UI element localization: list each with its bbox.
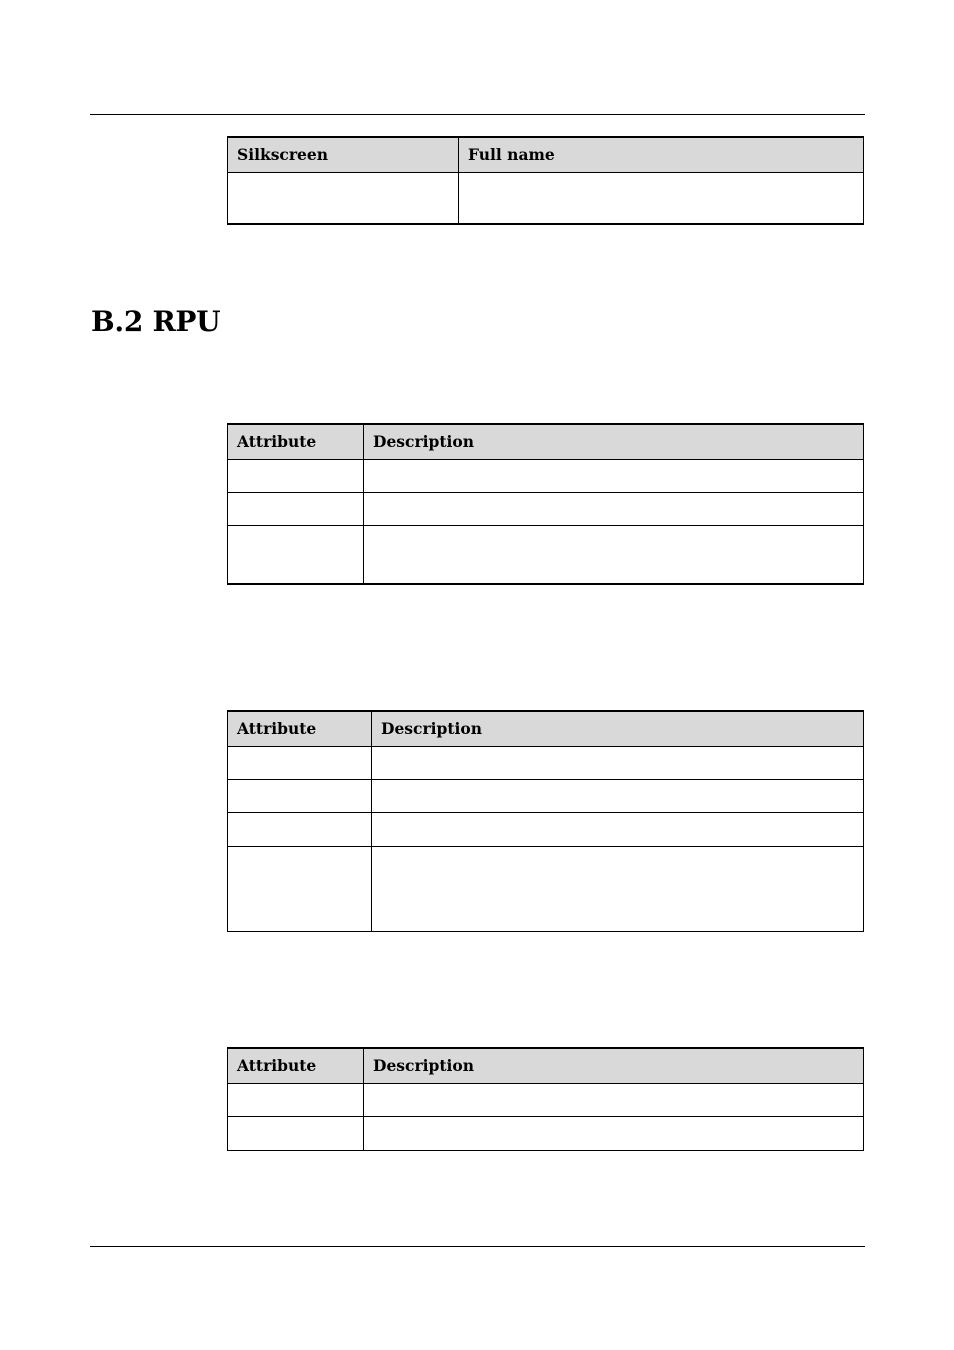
- table-cell: [372, 779, 864, 812]
- table-cell: [364, 1116, 864, 1150]
- table-row: [228, 1083, 864, 1116]
- table-header-row: [228, 1048, 864, 1083]
- table-row: [228, 779, 864, 812]
- column-header-attribute: Attribute: [228, 711, 372, 746]
- table-cell: [228, 459, 364, 492]
- table-cell: [372, 812, 864, 846]
- table-cell: [228, 525, 364, 584]
- table-cell: [364, 459, 864, 492]
- table-row: [228, 812, 864, 846]
- table-cell: [364, 525, 864, 584]
- table-cell: [228, 746, 372, 779]
- footer-rule: [90, 1246, 865, 1247]
- table-row: [228, 492, 864, 525]
- table-cell: [228, 846, 372, 931]
- table-cell: [364, 1083, 864, 1116]
- silkscreen-table: [227, 136, 864, 225]
- table-cell: [228, 1083, 364, 1116]
- table-header-row: [228, 424, 864, 459]
- attribute-table-1: [227, 423, 864, 585]
- table-cell: [364, 492, 864, 525]
- column-header-description: Description: [372, 711, 864, 746]
- table-cell: [372, 846, 864, 931]
- attribute-table-2: [227, 710, 864, 932]
- table-cell: [459, 172, 864, 224]
- attribute-table-3: [227, 1047, 864, 1151]
- table-row: [228, 846, 864, 931]
- column-header-attribute: Attribute: [228, 424, 364, 459]
- column-header-description: Description: [364, 424, 864, 459]
- table-cell: [228, 1116, 364, 1150]
- column-header-silkscreen: Silkscreen: [228, 137, 459, 172]
- table-header-row: [228, 711, 864, 746]
- table-cell: [228, 812, 372, 846]
- table-cell: [372, 746, 864, 779]
- table-cell: [228, 492, 364, 525]
- table-row: [228, 746, 864, 779]
- table-row: [228, 1116, 864, 1150]
- column-header-attribute: Attribute: [228, 1048, 364, 1083]
- table-cell: [228, 172, 459, 224]
- table-cell: [228, 779, 372, 812]
- column-header-full-name: Full name: [459, 137, 864, 172]
- table-header-row: [228, 137, 864, 172]
- table-row: [228, 525, 864, 584]
- table-row: [228, 172, 864, 224]
- header-rule: [90, 114, 865, 115]
- section-heading: B.2 RPU: [91, 305, 221, 338]
- column-header-description: Description: [364, 1048, 864, 1083]
- table-row: [228, 459, 864, 492]
